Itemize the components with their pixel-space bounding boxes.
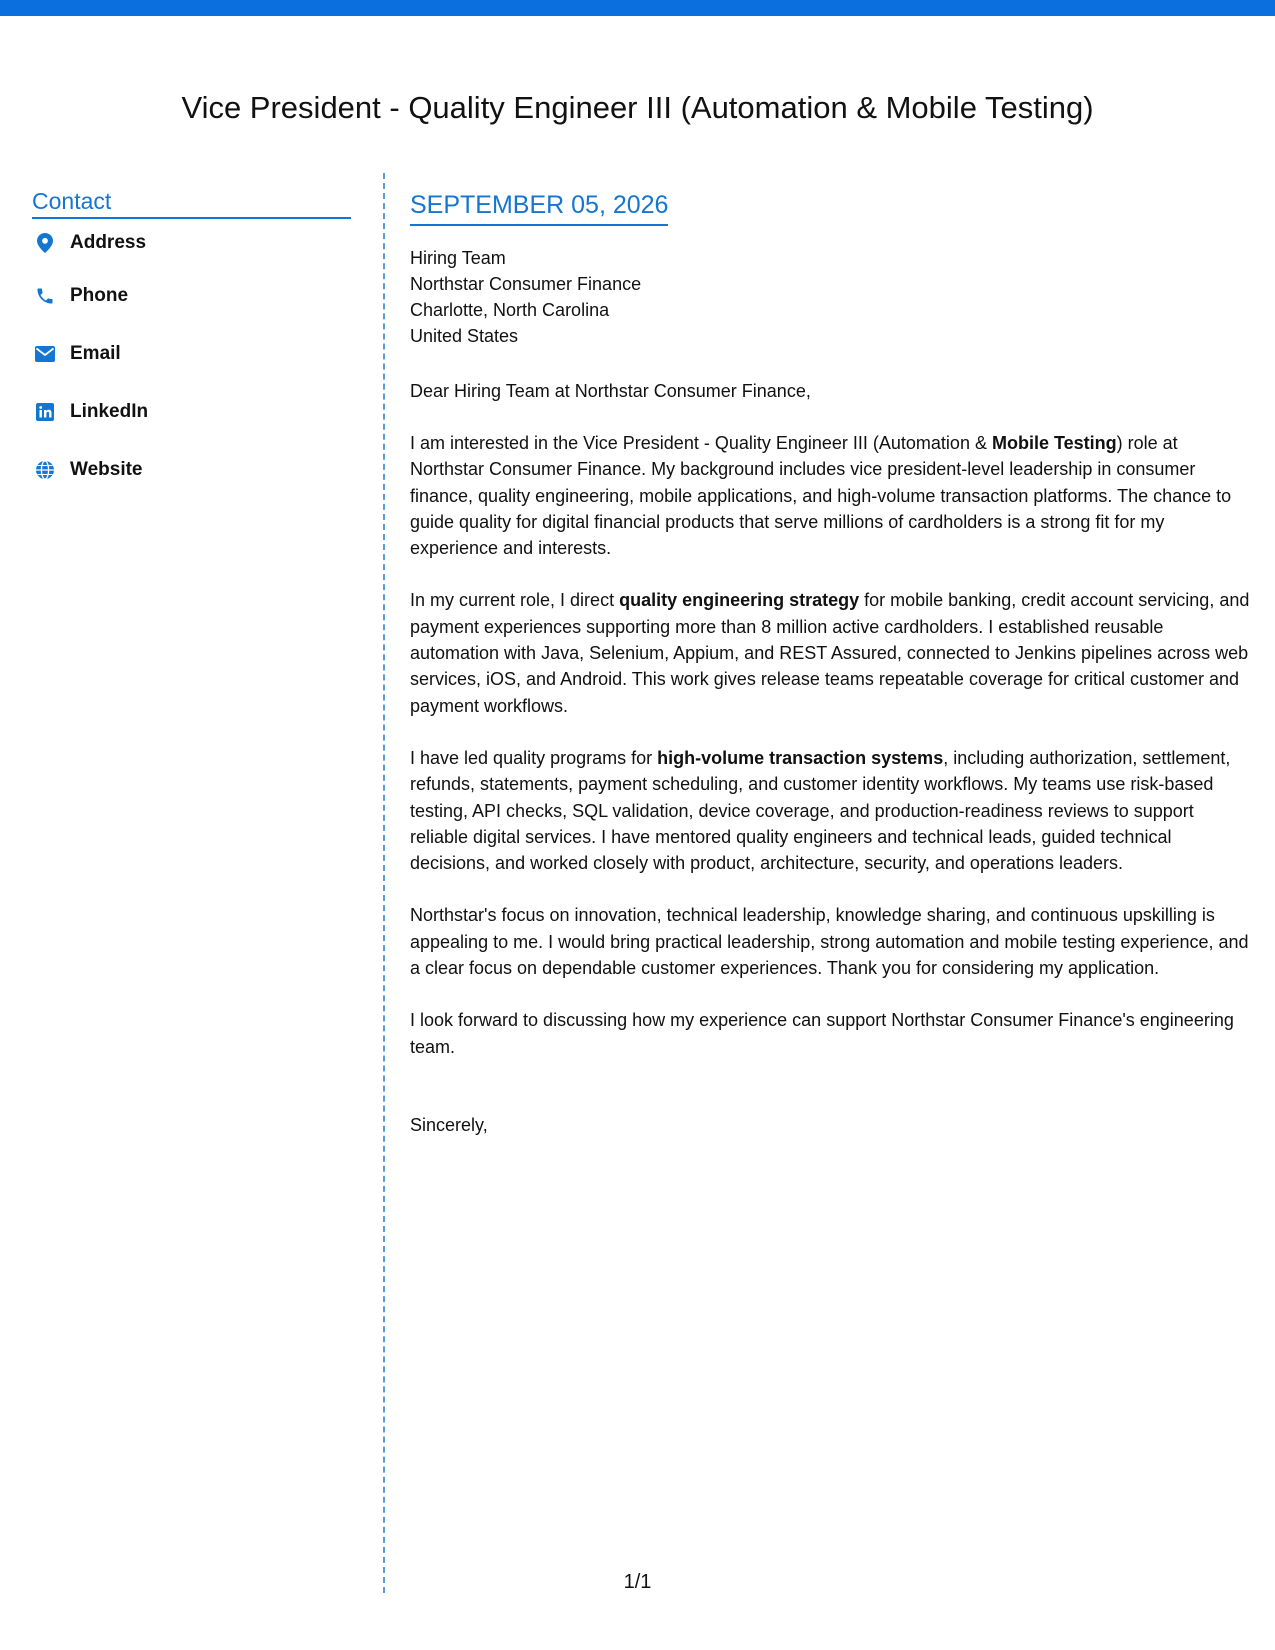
closing: Sincerely, bbox=[410, 1114, 488, 1135]
paragraph-text: ) role at Northstar Consumer Finance. My background includes vice president-level leadership in consumer finance, quality engineering, mobile applications, and high-volume transaction platforms. The chance to guide quality for digital financial products that serve millions of cardholders is a strong fit for my experience and interests. bbox=[410, 433, 1232, 559]
contact-item-address bbox=[32, 219, 351, 267]
contact-label-address: Address bbox=[70, 232, 147, 253]
contact-list bbox=[32, 219, 351, 499]
page-title: Vice President - Quality Engineer III (Automation & Mobile Testing) bbox=[181, 90, 1094, 125]
bold-phrase: Mobile Testing bbox=[991, 433, 1117, 453]
paragraph-text: I have led quality programs for bbox=[410, 747, 658, 768]
phone-icon bbox=[34, 285, 56, 307]
contact-label-website: Website bbox=[70, 459, 143, 480]
contact-heading: Contact bbox=[32, 186, 351, 219]
contact-label-phone: Phone bbox=[70, 285, 129, 306]
recipient-city: Charlotte, North Carolina bbox=[410, 300, 610, 320]
contact-item-linkedin bbox=[32, 383, 351, 441]
salutation: Dear Hiring Team at Northstar Consumer Finance, bbox=[410, 381, 811, 401]
recipient-block bbox=[410, 245, 1256, 349]
contact-item-phone bbox=[32, 267, 351, 325]
paragraph-2 bbox=[410, 587, 1256, 718]
page-number: 1/1 bbox=[623, 1571, 652, 1593]
contact-sidebar bbox=[32, 186, 351, 499]
paragraph-text: I am interested in the Vice President - Quality Engineer III (Automation & bbox=[410, 433, 992, 453]
contact-label-linkedin: LinkedIn bbox=[70, 401, 149, 422]
contact-item-website bbox=[32, 441, 351, 499]
bold-phrase: quality engineering strategy bbox=[619, 590, 860, 611]
letter-date: SEPTEMBER 05, 2026 bbox=[410, 188, 668, 226]
envelope-icon bbox=[34, 343, 56, 365]
recipient-company: Northstar Consumer Finance bbox=[410, 274, 642, 294]
contact-label-email: Email bbox=[70, 343, 121, 364]
paragraph-4: Northstar's focus on innovation, technical leadership, knowledge sharing, and continuous upskilling is appealing to me. I would bring practical leadership, strong automation and mobile testing experience, and a clear focus on dependable customer experiences. Thank you for considering my application. bbox=[410, 905, 1249, 979]
contact-item-email bbox=[32, 325, 351, 383]
map-pin-icon bbox=[34, 232, 56, 254]
top-accent-bar bbox=[0, 0, 1275, 16]
recipient-country: United States bbox=[410, 326, 519, 346]
paragraph-5: I look forward to discussing how my experience can support Northstar Consumer Finance's engineering team. bbox=[410, 1010, 1234, 1057]
linkedin-icon bbox=[34, 401, 56, 423]
paragraph-text: , including authorization, settlement, refunds, statements, payment scheduling, and customer identity workflows. My teams use risk-based testing, API checks, SQL validation, device coverage, and production-readiness reviews to support reliable digital services. I have mentored quality engineers and technical leads, guided technical decisions, and worked closely with product, architecture, security, and operations leaders. bbox=[410, 747, 1231, 874]
bold-phrase: high-volume transaction systems bbox=[657, 747, 944, 768]
recipient-line: Hiring Team bbox=[410, 248, 506, 268]
paragraph-3 bbox=[410, 745, 1256, 876]
column-divider bbox=[383, 173, 385, 1593]
paragraph-text: for mobile banking, credit account servicing, and payment experiences supporting more than 8 million active cardholders. I established reusable automation with Java, Selenium, Appium, and REST Assured, connected to Jenkins pipelines across web services, iOS, and Android. This work gives release teams repeatable coverage for critical customer and payment workflows. bbox=[410, 590, 1250, 716]
globe-icon bbox=[34, 459, 56, 481]
letter-body bbox=[410, 188, 1256, 1138]
paragraph-text: In my current role, I direct bbox=[410, 590, 620, 611]
paragraph-1 bbox=[410, 430, 1256, 561]
